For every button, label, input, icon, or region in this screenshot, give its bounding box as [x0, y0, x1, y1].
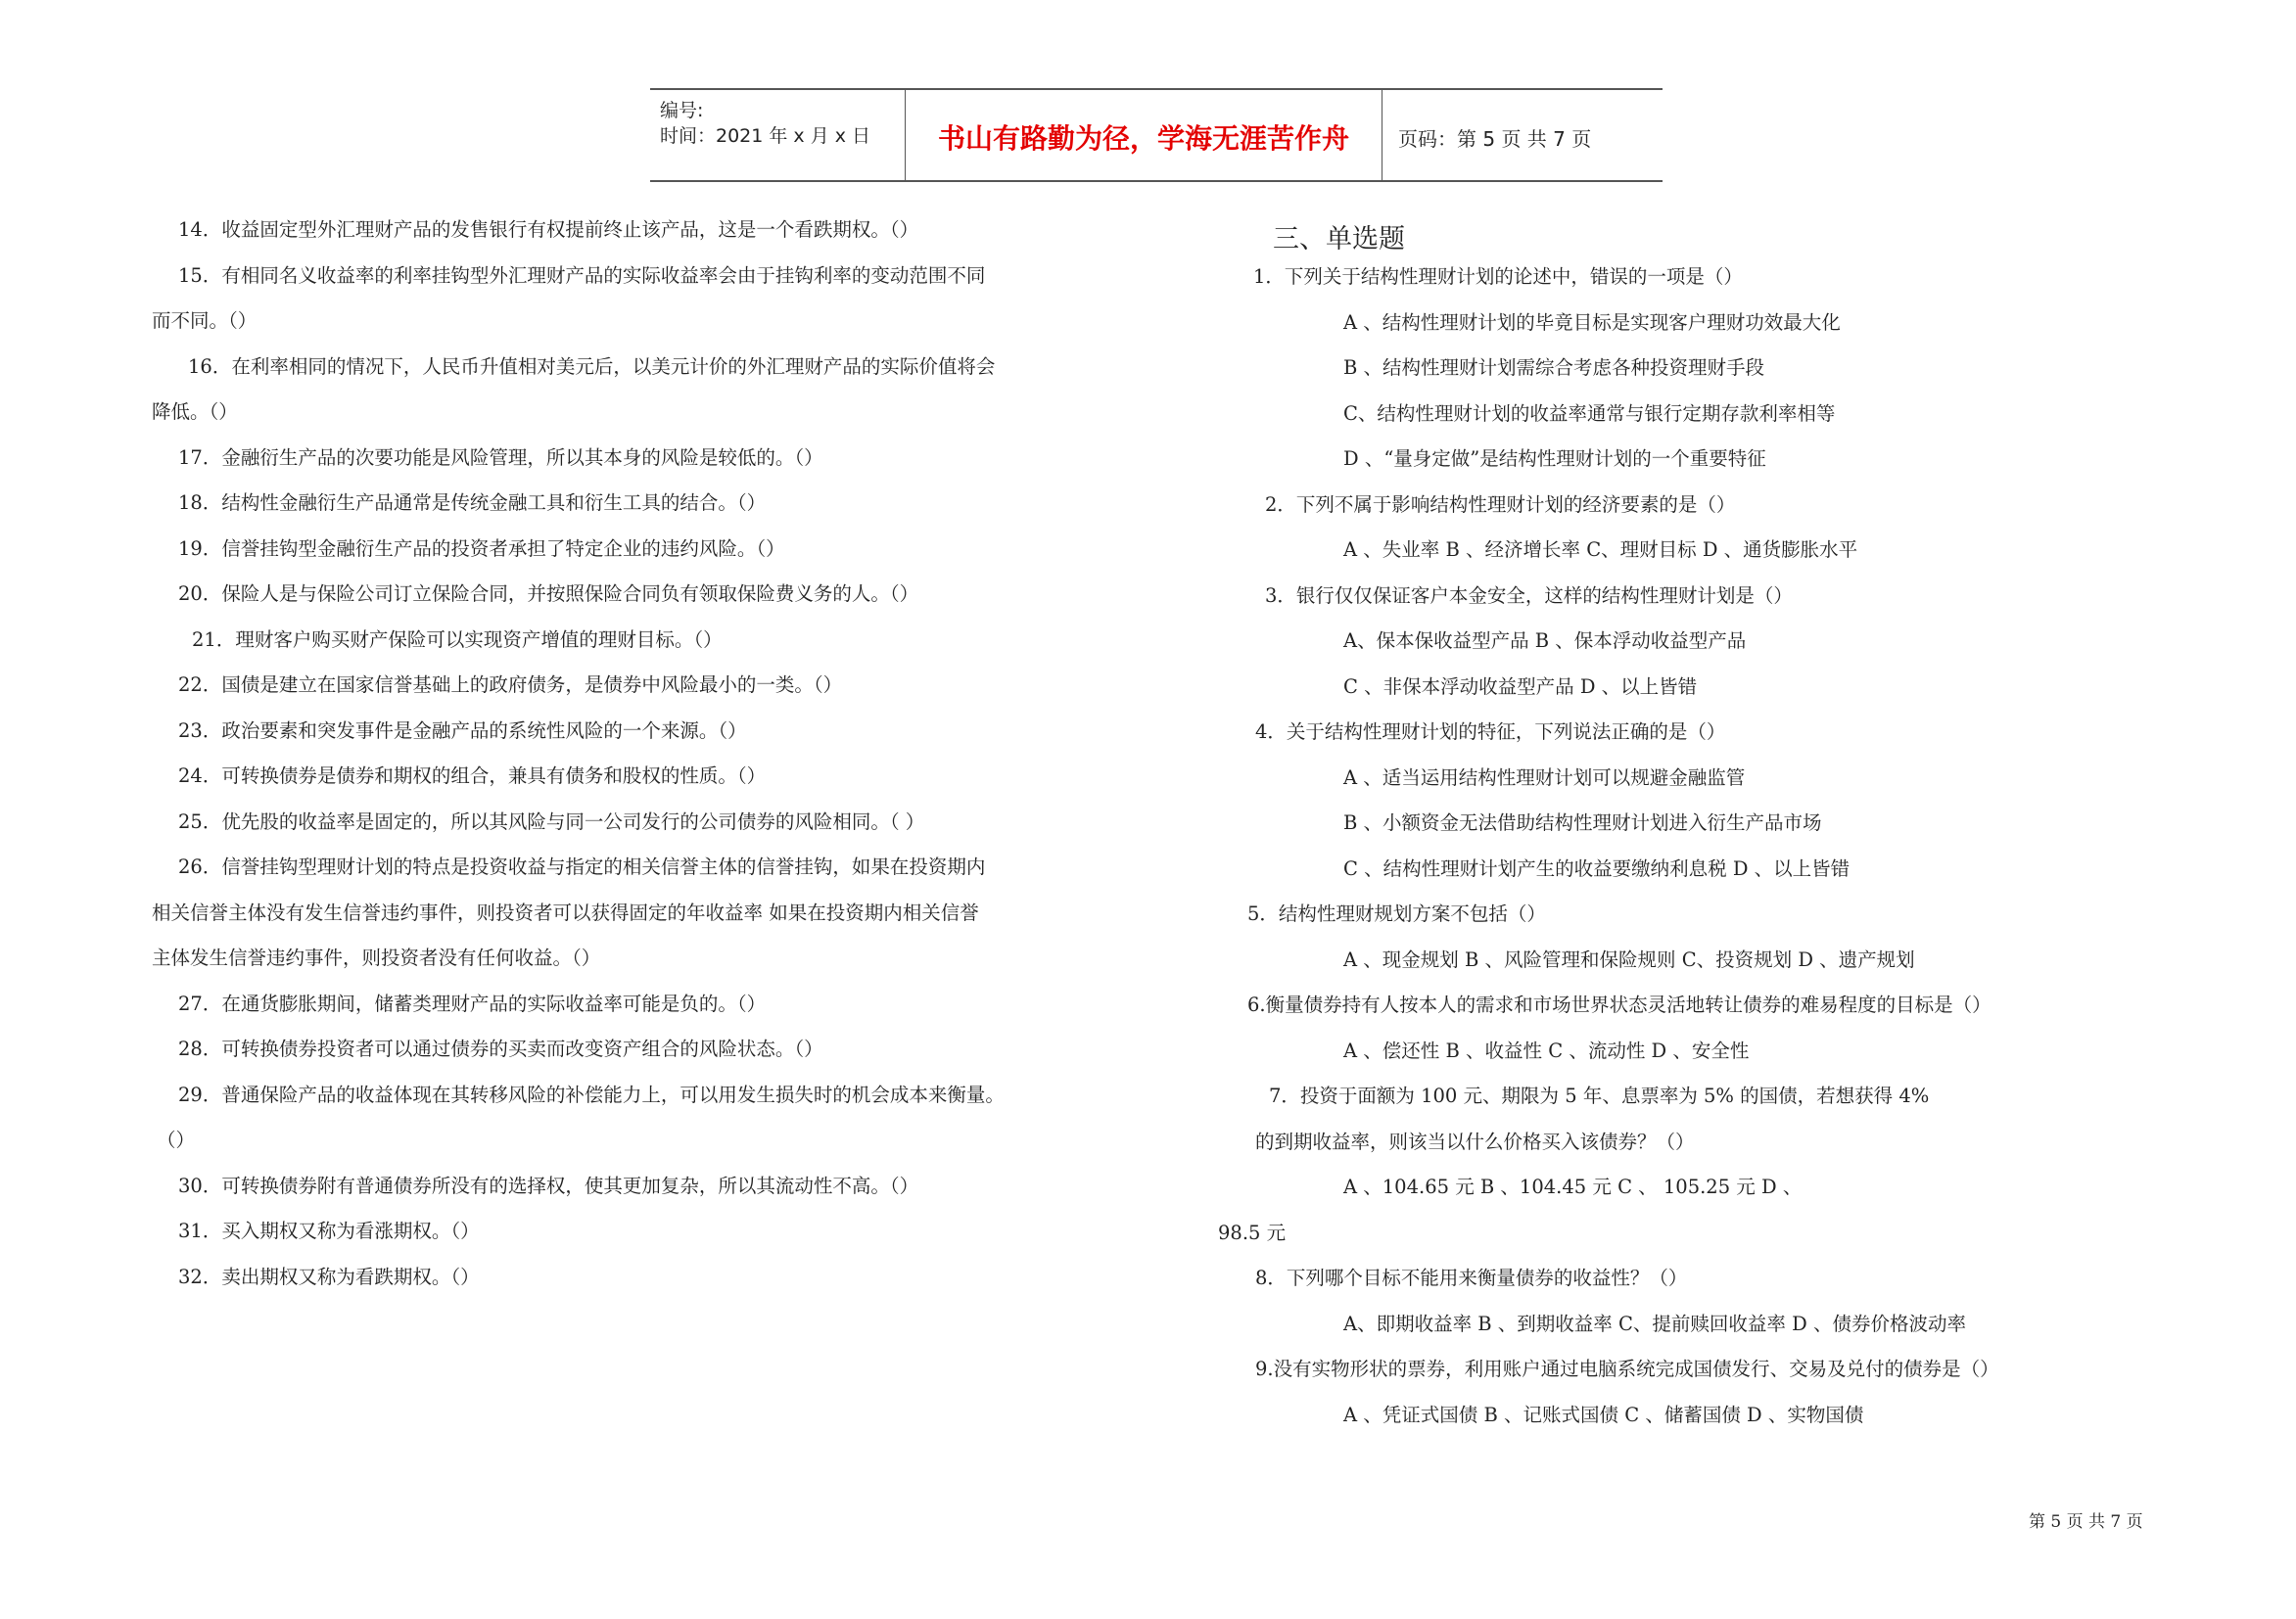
question-line: 19．信誉挂钩型金融衍生产品的投资者承担了特定企业的违约风险。（）: [178, 537, 785, 560]
choice-line: C、结构性理财计划的收益率通常与银行定期存款利率相等: [1343, 402, 1836, 425]
question-line: 32．卖出期权又称为看跌期权。（）: [178, 1266, 480, 1288]
question-line: 20．保险人是与保险公司订立保险合同，并按照保险合同负有领取保险费义务的人。（）: [178, 582, 919, 605]
question-line: 14．收益固定型外汇理财产品的发售银行有权提前终止该产品，这是一个看跌期权。（）: [178, 218, 919, 241]
choice-line: 4．关于结构性理财计划的特征，下列说法正确的是（）: [1255, 720, 1726, 743]
choice-line: D 、“量身定做”是结构性理财计划的一个重要特征: [1343, 447, 1766, 470]
choice-line: 7．投资于面额为 100 元、期限为 5 年、息票率为 5% 的国债，若想获得 4%: [1269, 1085, 1930, 1107]
question-line: 30．可转换债券附有普通债券所没有的选择权，使其更加复杂，所以其流动性不高。（）: [178, 1175, 919, 1197]
page-footer: 第 5 页 共 7 页: [2029, 1512, 2143, 1532]
choice-line: A 、现金规划 B 、风险管理和保险规则 C、投资规划 D 、遗产规划: [1343, 948, 1915, 971]
question-line: 降低。（）: [152, 400, 238, 423]
question-line: 23．政治要素和突发事件是金融产品的系统性风险的一个来源。（）: [178, 719, 747, 742]
choice-line: 6.衡量债券持有人按本人的需求和市场世界状态灵活地转让债券的难易程度的目标是（）: [1247, 994, 1991, 1016]
question-line: 31．买入期权又称为看涨期权。（）: [178, 1220, 480, 1242]
question-line: 27．在通货膨胀期间，储蓄类理财产品的实际收益率可能是负的。（）: [178, 993, 767, 1015]
choice-line: 9.没有实物形状的票券，利用账户通过电脑系统完成国债发行、交易及兑付的债券是（）: [1255, 1358, 1999, 1380]
time-label: 时间：2021 年 x 月 x 日: [660, 125, 871, 147]
question-line: 25．优先股的收益率是固定的，所以其风险与同一公司发行的公司债券的风险相同。（ ）: [178, 810, 925, 833]
choice-line: 5．结构性理财规划方案不包括（）: [1247, 902, 1546, 925]
choice-line: 2．下列不属于影响结构性理财计划的经济要素的是（）: [1265, 493, 1736, 516]
choice-line: A 、凭证式国债 B 、记账式国债 C 、储蓄国债 D 、实物国债: [1343, 1404, 1864, 1426]
question-line: （）: [157, 1129, 196, 1151]
choice-line: A 、结构性理财计划的毕竟目标是实现客户理财功效最大化: [1343, 311, 1841, 334]
question-line: 15．有相同名义收益率的利率挂钩型外汇理财产品的实际收益率会由于挂钩利率的变动范围不同: [178, 264, 986, 287]
serial-label: 编号:: [660, 100, 704, 121]
choice-line: C 、结构性理财计划产生的收益要缴纳利息税 D 、以上皆错: [1343, 857, 1851, 880]
question-line: 相关信誉主体没有发生信誉违约事件，则投资者可以获得固定的年收益率 如果在投资期内相关信誉: [152, 902, 979, 924]
choice-line: A 、偿还性 B 、收益性 C 、流动性 D 、安全性: [1343, 1040, 1750, 1062]
question-line: 21．理财客户购买财产保险可以实现资产增值的理财目标。（）: [192, 628, 723, 651]
choice-line: 3．银行仅仅保证客户本金安全，这样的结构性理财计划是（）: [1265, 584, 1793, 607]
choice-line: B 、小额资金无法借助结构性理财计划进入衍生产品市场: [1343, 811, 1822, 834]
choice-line: A 、适当运用结构性理财计划可以规避金融监管: [1343, 766, 1746, 789]
question-line: 28．可转换债券投资者可以通过债券的买卖而改变资产组合的风险状态。（）: [178, 1038, 823, 1060]
choice-line: 1．下列关于结构性理财计划的论述中，错误的一项是（）: [1253, 265, 1743, 288]
choice-line: 8．下列哪个目标不能用来衡量债券的收益性？（）: [1255, 1267, 1688, 1289]
choice-line: A 、104.65 元 B 、104.45 元 C 、 105.25 元 D 、: [1343, 1176, 1803, 1198]
header-page-cell: [1382, 90, 1663, 180]
question-line: 26．信誉挂钩型理财计划的特点是投资收益与指定的相关信誉主体的信誉挂钩，如果在投资期内: [178, 856, 986, 878]
section-title: 三、单选题: [1273, 224, 1405, 254]
question-line: 29．普通保险产品的收益体现在其转移风险的补偿能力上，可以用发生损失时的机会成本来衡量。: [178, 1084, 1005, 1106]
choice-line: C 、非保本浮动收益型产品 D 、以上皆错: [1343, 675, 1698, 698]
choice-line: A、即期收益率 B 、到期收益率 C、提前赎回收益率 D 、债券价格波动率: [1343, 1313, 1966, 1335]
choice-line: 98.5 元: [1218, 1222, 1287, 1244]
choice-line: 的到期收益率，则该当以什么价格买入该债券？（）: [1255, 1131, 1695, 1153]
question-line: 而不同。（）: [152, 309, 258, 332]
page-header: [650, 88, 1663, 182]
header-motto-cell: [905, 90, 1382, 180]
question-line: 主体发生信誉违约事件，则投资者没有任何收益。（）: [152, 947, 601, 969]
right-column: [0, 262, 2296, 1437]
choice-line: A、保本保收益型产品 B 、保本浮动收益型产品: [1343, 629, 1747, 652]
question-line: 16．在利率相同的情况下，人民币升值相对美元后，以美元计价的外汇理财产品的实际价值将会: [188, 355, 996, 378]
choice-line: B 、结构性理财计划需综合考虑各种投资理财手段: [1343, 356, 1765, 379]
choice-line: A 、失业率 B 、经济增长率 C、理财目标 D 、通货膨胀水平: [1343, 538, 1858, 561]
question-line: 18．结构性金融衍生产品通常是传统金融工具和衍生工具的结合。（）: [178, 491, 767, 514]
motto-text: 书山有路勤为径，学海无涯苦作舟: [937, 122, 1349, 155]
header-info-cell: [650, 90, 905, 180]
question-line: 24．可转换债券是债券和期权的组合，兼具有债务和股权的性质。（）: [178, 764, 767, 787]
question-line: 22．国债是建立在国家信誉基础上的政府债务，是债券中风险最小的一类。（）: [178, 673, 843, 696]
question-line: 17．金融衍生产品的次要功能是风险管理，所以其本身的风险是较低的。（）: [178, 446, 823, 469]
page-number-label: 页码：第 5 页 共 7 页: [1398, 127, 1592, 151]
